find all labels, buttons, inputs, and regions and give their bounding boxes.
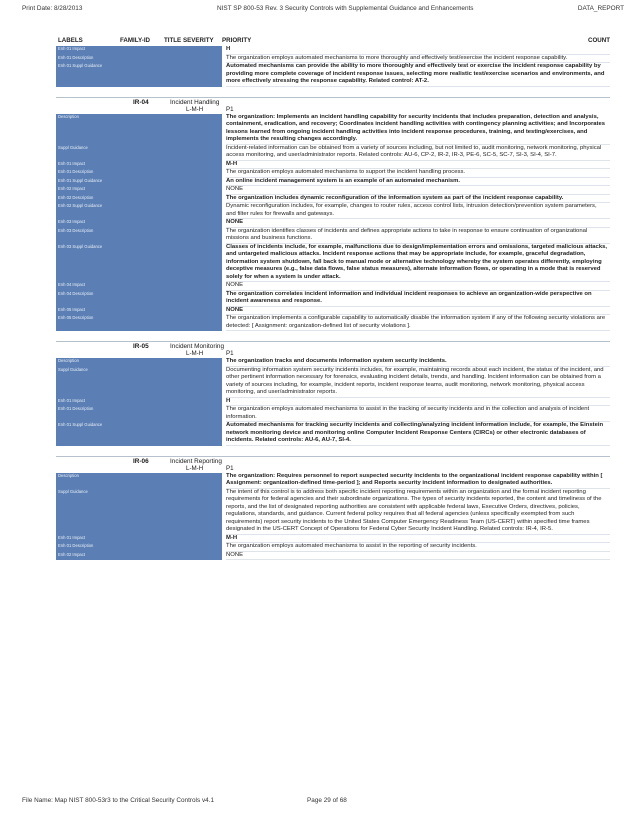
report-content [56,46,610,560]
row-label-cell [56,358,226,367]
control-id: IR-06 [133,457,149,465]
control-title: Incident Handling [170,98,220,106]
row-label: Enh 04 Impact [56,282,222,291]
data-row [56,282,610,291]
row-label: Suppl Guidance [56,367,222,398]
row-value: Documenting information system security incidents includes, for example, maintaining records about each incident, the status of the incident, and other pertinent information necessary for forensics, evaluating incident details, trends, and handling. Incident information can be obtained from a variety of sources including, for example, incident reports, incident response teams, audit monitoring, network monitoring, physical access monitoring, and user/administrator reports. [226,367,610,398]
row-value: Classes of incidents include, for example, malfunctions due to design/implementation errors and omissions, targeted malicious attacks, and untargeted malicious attacks. Incident response actions that may be appropriate include, for example, graceful degradation, information system shutdown, fall back to manual mode or alternative technology whereby the system operates differently, employing deceptive measures (e.g., false data flows, false status measures), alternate information flows, or operating in a mode that is reserved solely for when a system is under attack. [226,244,610,283]
row-label: Enh 02 Impact [56,186,222,195]
row-label-cell [56,489,226,535]
row-label-cell [56,406,226,422]
row-label: Description [56,473,222,489]
row-value: NONE [226,282,610,291]
data-row [56,63,610,87]
row-label-cell [56,535,226,544]
row-label-cell [56,307,226,316]
row-label-cell [56,195,226,204]
data-row [56,535,610,544]
data-row [56,46,610,55]
control-severity-priority [56,465,610,473]
row-label-cell [56,552,226,561]
control-priority: P1 [226,350,234,357]
row-label-cell [56,543,226,552]
row-label: Enh 04 Description [56,291,222,307]
col-labels: LABELS [58,37,83,44]
row-value: The organization employs automated mechanisms to support the incident handling process. [226,169,610,178]
data-row [56,219,610,228]
file-name: File Name: Map NIST 800-53r3 to the Critical Security Controls v4.1 [22,797,215,804]
row-label-cell [56,244,226,283]
row-label: Enh 01 Description [56,169,222,178]
row-label-cell [56,291,226,307]
row-value: Incident-related information can be obtained from a variety of sources including, but not limited to, audit monitoring, network monitoring, physical access monitoring, and user/administrator reports. Related controls: AU-6, CP-2, IR-2, IR-3, PE-6, SC-5, SC-7, SI-3, SI-4, SI-7. [226,145,610,161]
control-severity-priority [56,106,610,114]
row-label-cell [56,219,226,228]
row-value: The organization: Implements an incident handling capability for security incidents that includes preparation, detection and analysis, containment, eradication, and recovery; Coordinates incident handling activities with contingency planning activities; and Incorporates lessons learned from ongoing incident handling activities into incident response procedures, training, and testing/exercises, and implements the resulting changes accordingly. [226,114,610,145]
row-value: NONE [226,307,610,316]
row-label: Enh 01 Impact [56,535,222,544]
data-row [56,367,610,398]
row-label: Enh 01 Impact [56,46,222,55]
column-headers [56,37,610,46]
row-value: The organization employs automated mechanisms to more thoroughly and effectively test/exercise the incident response capability. [226,55,610,64]
data-row [56,315,610,331]
page-number: Page 29 of 68 [307,797,347,804]
control-id: IR-05 [133,343,149,350]
row-label-cell [56,398,226,407]
data-row [56,358,610,367]
row-label: Enh 05 Description [56,315,222,331]
col-family-id: FAMILY-ID [120,37,151,44]
row-label: Enh 01 Suppl Guidance [56,178,222,187]
row-label-cell [56,203,226,219]
control-title: Incident Monitoring [170,343,224,350]
row-label: Enh 03 Impact [56,219,222,228]
data-row [56,178,610,187]
row-label-cell [56,315,226,331]
data-row [56,543,610,552]
row-value: Automated mechanisms for tracking security incidents and collecting/analyzing incident information include, for example, the Einstein network monitoring device and monitoring online Computer Incident Response Centers (CIRCs) or other electronic databases of incidents. Related controls: AU-6, AU-7, SI-4. [226,422,610,446]
data-row [56,489,610,535]
document-title: NIST SP 800-53 Rev. 3 Security Controls with Supplemental Guidance and Enhancements [217,5,474,12]
data-row [56,161,610,170]
row-label: Description [56,114,222,145]
data-row [56,203,610,219]
row-label: Enh 02 Description [56,195,222,204]
data-row [56,169,610,178]
control-id: IR-04 [133,98,149,106]
col-priority: PRIORITY [222,37,252,44]
control-title: Incident Reporting [170,457,222,465]
control-header [56,456,610,465]
control-header [56,341,610,350]
row-label-cell [56,169,226,178]
data-row [56,422,610,446]
row-value: The intent of this control is to address both specific incident reporting requirements within an organization and the formal incident reporting requirements for federal agencies and their subordinate organizations. The types of security incidents reported, the content and timeliness of the reports, and the list of designated reporting authorities are consistent with applicable federal laws, Executive Orders, directives, policies, regulations, standards, and guidance. Current federal policy requires that all federal agencies (unless specifically exempted from such requirements) report security incidents to the United States Computer Emergency Readiness Team (US-CERT) within specified time frames designated in the US-CERT Concept of Operations for Federal Cyber Security Incident Handling. Related controls: IR-4, IR-5. [226,489,610,535]
data-row [56,186,610,195]
row-value: The organization employs automated mechanisms to assist in the tracking of security incidents and in the collection and analysis of incident information. [226,406,610,422]
row-value: The organization identifies classes of incidents and defines appropriate actions to take in response to ensure continuation of organizational missions and business functions. [226,228,610,244]
row-label-cell [56,63,226,87]
row-value: The organization employs automated mechanisms to assist in the reporting of security incidents. [226,543,610,552]
row-label: Enh 03 Suppl Guidance [56,244,222,283]
print-date: Print Date: 8/28/2013 [22,5,83,12]
report-name: DATA_REPORT [577,5,624,12]
control-priority: P1 [226,105,234,113]
row-label-cell [56,186,226,195]
row-label-cell [56,473,226,489]
row-value: M-H [226,161,610,170]
row-label: Enh 01 Description [56,55,222,64]
row-value: Automated mechanisms can provide the ability to more thoroughly and effectively test or exercise the incident response capability by providing more complete coverage of incident response issues, selecting more realistic test/exercise scenarios and environments, and more effectively stressing the response capability. Related control: AT-2. [226,63,610,87]
row-label-cell [56,282,226,291]
data-row [56,195,610,204]
row-label: Enh 02 Suppl Guidance [56,203,222,219]
row-label: Enh 05 Impact [56,307,222,316]
row-label-cell [56,114,226,145]
control-severity: L-M-H [186,105,204,113]
control-header [56,97,610,106]
row-label-cell [56,55,226,64]
row-value: The organization implements a configurable capability to automatically disable the information system if any of the following security violations are detected: [ Assignment: organization-defined list of security violations ]. [226,315,610,331]
row-value: H [226,398,610,407]
data-row [56,552,610,561]
row-label: Enh 01 Suppl Guidance [56,63,222,87]
row-value: The organization: Requires personnel to report suspected security incidents to the organizational incident response capability within [ Assignment: organization-defined time-period ]; and Reports security incident information to designated authorities. [226,473,610,489]
row-label: Suppl Guidance [56,145,222,161]
row-label: Enh 02 Impact [56,552,222,561]
col-title: TITLE [164,37,182,44]
page-header [22,5,624,17]
row-label: Enh 03 Description [56,228,222,244]
row-value: NONE [226,219,610,228]
control-priority: P1 [226,464,234,472]
row-value: An online incident management system is an example of an automated mechanism. [226,178,610,187]
data-row [56,55,610,64]
data-row [56,406,610,422]
row-value: The organization includes dynamic reconfiguration of the information system as part of the incident response capability. [226,195,610,204]
data-row [56,398,610,407]
data-row [56,307,610,316]
data-row [56,228,610,244]
row-label-cell [56,161,226,170]
row-label-cell [56,46,226,55]
row-value: The organization tracks and documents information system security incidents. [226,358,610,367]
row-value: NONE [226,186,610,195]
row-label-cell [56,422,226,446]
row-value: Dynamic reconfiguration includes, for example, changes to router rules, access control lists, intrusion detection/prevention system parameters, and filter rules for firewalls and gateways. [226,203,610,219]
row-value: M-H [226,535,610,544]
col-count: COUNT [588,37,610,44]
control-severity-priority [56,350,610,358]
row-label-cell [56,178,226,187]
row-label: Description [56,358,222,367]
control-severity: L-M-H [186,350,204,357]
row-value: The organization correlates incident information and individual incident responses to achieve an organization-wide perspective on incident awareness and response. [226,291,610,307]
row-label-cell [56,367,226,398]
data-row [56,145,610,161]
data-row [56,114,610,145]
row-label-cell [56,145,226,161]
row-value: H [226,46,610,55]
row-value: NONE [226,552,610,561]
row-label: Enh 01 Impact [56,398,222,407]
row-label: Enh 01 Impact [56,161,222,170]
data-row [56,473,610,489]
row-label: Enh 01 Description [56,406,222,422]
row-label: Suppl Guidance [56,489,222,535]
data-row [56,291,610,307]
data-row [56,244,610,283]
page-footer [22,797,622,807]
col-severity: SEVERITY [183,37,214,44]
row-label-cell [56,228,226,244]
control-severity: L-M-H [186,464,204,472]
row-label: Enh 01 Description [56,543,222,552]
row-label: Enh 01 Suppl Guidance [56,422,222,446]
